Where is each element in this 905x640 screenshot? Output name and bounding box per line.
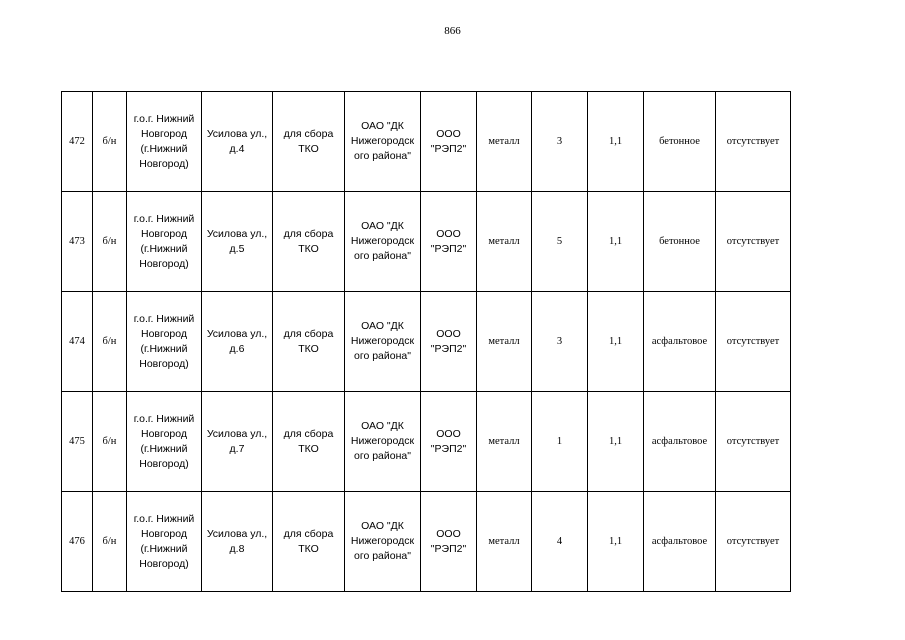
cell-owner-line: ого района" bbox=[354, 450, 411, 462]
cell-fence: отсутствует bbox=[716, 392, 791, 492]
cell-surface: асфальтовое bbox=[644, 392, 716, 492]
cell-owner-line: Нижегородск bbox=[350, 535, 415, 547]
cell-district bbox=[127, 292, 202, 392]
cell-address-line: Усилова ул., bbox=[206, 327, 268, 340]
cell-address-line: д.7 bbox=[229, 442, 245, 455]
cell-house: б/н bbox=[93, 192, 127, 292]
cell-operator bbox=[421, 192, 477, 292]
cell-owner bbox=[345, 392, 421, 492]
cell-material: металл bbox=[477, 292, 532, 392]
cell-district-line: Новгород) bbox=[139, 557, 189, 570]
cell-purpose-line: для сбора bbox=[283, 427, 334, 440]
cell-district-line: г.о.г. Нижний bbox=[133, 512, 195, 525]
cell-address-line: Усилова ул., bbox=[206, 227, 268, 240]
cell-volume: 1,1 bbox=[588, 492, 644, 592]
cell-number: 476 bbox=[62, 492, 93, 592]
cell-purpose-line: для сбора bbox=[283, 127, 334, 140]
cell-volume: 1,1 bbox=[588, 92, 644, 192]
cell-owner bbox=[345, 292, 421, 392]
table-body bbox=[62, 92, 791, 592]
cell-purpose bbox=[273, 292, 345, 392]
cell-district bbox=[127, 492, 202, 592]
cell-district-line: г.о.г. Нижний bbox=[133, 412, 195, 425]
table-row bbox=[62, 192, 791, 292]
cell-surface: бетонное bbox=[644, 192, 716, 292]
cell-number: 473 bbox=[62, 192, 93, 292]
cell-operator bbox=[421, 392, 477, 492]
cell-district-line: Новгород) bbox=[139, 357, 189, 370]
cell-material: металл bbox=[477, 92, 532, 192]
cell-house: б/н bbox=[93, 292, 127, 392]
cell-district bbox=[127, 392, 202, 492]
cell-owner-line: Нижегородск bbox=[350, 435, 415, 447]
cell-district-line: Новгород bbox=[140, 527, 187, 540]
cell-owner-line: Нижегородск bbox=[350, 235, 415, 247]
cell-material: металл bbox=[477, 392, 532, 492]
cell-owner-line: ого района" bbox=[354, 150, 411, 162]
cell-fence: отсутствует bbox=[716, 292, 791, 392]
cell-owner-line: ОАО "ДК bbox=[361, 520, 404, 532]
cell-material: металл bbox=[477, 492, 532, 592]
cell-fence: отсутствует bbox=[716, 492, 791, 592]
cell-purpose-line: для сбора bbox=[283, 227, 334, 240]
cell-district-line: Новгород bbox=[140, 327, 187, 340]
cell-owner-line: Нижегородск bbox=[350, 135, 415, 147]
cell-address bbox=[202, 392, 273, 492]
cell-surface: асфальтовое bbox=[644, 292, 716, 392]
cell-address-line: Усилова ул., bbox=[206, 127, 268, 140]
cell-address-line: Усилова ул., bbox=[206, 427, 268, 440]
cell-house: б/н bbox=[93, 492, 127, 592]
cell-operator-line: ООО bbox=[436, 327, 461, 340]
cell-address-line: Усилова ул., bbox=[206, 527, 268, 540]
cell-operator-line: "РЭП2" bbox=[430, 342, 467, 355]
cell-operator-line: "РЭП2" bbox=[430, 142, 467, 155]
cell-operator-line: "РЭП2" bbox=[430, 542, 467, 555]
cell-purpose-line: ТКО bbox=[298, 442, 319, 455]
cell-number: 472 bbox=[62, 92, 93, 192]
cell-number: 475 bbox=[62, 392, 93, 492]
cell-district bbox=[127, 192, 202, 292]
cell-purpose-line: для сбора bbox=[283, 527, 334, 540]
cell-district-line: г.о.г. Нижний bbox=[133, 112, 195, 125]
cell-address bbox=[202, 192, 273, 292]
cell-purpose-line: для сбора bbox=[283, 327, 334, 340]
cell-address-line: д.5 bbox=[229, 242, 245, 255]
cell-operator-line: ООО bbox=[436, 527, 461, 540]
table-row bbox=[62, 92, 791, 192]
cell-count: 5 bbox=[532, 192, 588, 292]
cell-district-line: Новгород bbox=[140, 427, 187, 440]
cell-surface: асфальтовое bbox=[644, 492, 716, 592]
cell-district-line: (г.Нижний bbox=[140, 242, 188, 255]
cell-address bbox=[202, 492, 273, 592]
cell-purpose bbox=[273, 492, 345, 592]
cell-owner-line: ого района" bbox=[354, 550, 411, 562]
waste-site-table bbox=[61, 91, 791, 592]
cell-owner-line: ого района" bbox=[354, 350, 411, 362]
cell-district-line: (г.Нижний bbox=[140, 542, 188, 555]
cell-address bbox=[202, 92, 273, 192]
cell-count: 3 bbox=[532, 292, 588, 392]
cell-operator bbox=[421, 292, 477, 392]
cell-owner bbox=[345, 192, 421, 292]
cell-purpose bbox=[273, 392, 345, 492]
cell-operator-line: ООО bbox=[436, 127, 461, 140]
cell-district-line: Новгород bbox=[140, 227, 187, 240]
cell-operator-line: ООО bbox=[436, 427, 461, 440]
cell-count: 4 bbox=[532, 492, 588, 592]
cell-purpose-line: ТКО bbox=[298, 142, 319, 155]
cell-surface: бетонное bbox=[644, 92, 716, 192]
cell-owner-line: ОАО "ДК bbox=[361, 320, 404, 332]
cell-address bbox=[202, 292, 273, 392]
cell-number: 474 bbox=[62, 292, 93, 392]
cell-operator-line: "РЭП2" bbox=[430, 242, 467, 255]
cell-district bbox=[127, 92, 202, 192]
cell-district-line: (г.Нижний bbox=[140, 342, 188, 355]
cell-owner bbox=[345, 92, 421, 192]
cell-volume: 1,1 bbox=[588, 192, 644, 292]
cell-fence: отсутствует bbox=[716, 192, 791, 292]
cell-owner-line: ого района" bbox=[354, 250, 411, 262]
cell-district-line: (г.Нижний bbox=[140, 142, 188, 155]
cell-owner-line: ОАО "ДК bbox=[361, 120, 404, 132]
cell-district-line: Новгород) bbox=[139, 157, 189, 170]
cell-count: 3 bbox=[532, 92, 588, 192]
cell-district-line: Новгород) bbox=[139, 457, 189, 470]
cell-district-line: Новгород) bbox=[139, 257, 189, 270]
cell-district-line: (г.Нижний bbox=[140, 442, 188, 455]
page-number: 866 bbox=[444, 25, 461, 37]
cell-owner-line: ОАО "ДК bbox=[361, 220, 404, 232]
cell-owner bbox=[345, 492, 421, 592]
cell-house: б/н bbox=[93, 392, 127, 492]
cell-operator-line: "РЭП2" bbox=[430, 442, 467, 455]
table-row bbox=[62, 392, 791, 492]
cell-district-line: г.о.г. Нижний bbox=[133, 312, 195, 325]
cell-owner-line: Нижегородск bbox=[350, 335, 415, 347]
cell-purpose bbox=[273, 192, 345, 292]
cell-operator-line: ООО bbox=[436, 227, 461, 240]
cell-address-line: д.8 bbox=[229, 542, 245, 555]
cell-operator bbox=[421, 92, 477, 192]
cell-purpose bbox=[273, 92, 345, 192]
cell-district-line: г.о.г. Нижний bbox=[133, 212, 195, 225]
cell-house: б/н bbox=[93, 92, 127, 192]
table-row bbox=[62, 292, 791, 392]
table-row bbox=[62, 492, 791, 592]
cell-owner-line: ОАО "ДК bbox=[361, 420, 404, 432]
cell-purpose-line: ТКО bbox=[298, 242, 319, 255]
cell-operator bbox=[421, 492, 477, 592]
cell-volume: 1,1 bbox=[588, 392, 644, 492]
cell-volume: 1,1 bbox=[588, 292, 644, 392]
cell-fence: отсутствует bbox=[716, 92, 791, 192]
cell-purpose-line: ТКО bbox=[298, 342, 319, 355]
cell-district-line: Новгород bbox=[140, 127, 187, 140]
cell-address-line: д.6 bbox=[229, 342, 245, 355]
cell-count: 1 bbox=[532, 392, 588, 492]
cell-material: металл bbox=[477, 192, 532, 292]
cell-purpose-line: ТКО bbox=[298, 542, 319, 555]
cell-address-line: д.4 bbox=[229, 142, 245, 155]
